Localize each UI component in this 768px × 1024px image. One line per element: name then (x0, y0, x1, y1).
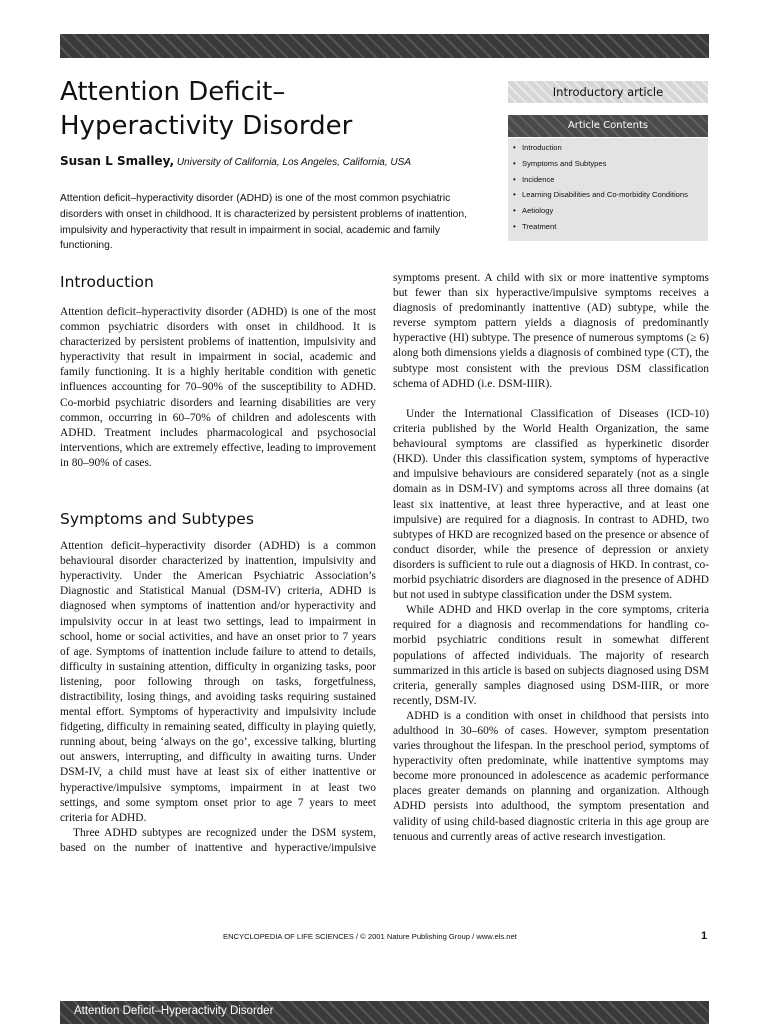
heading-symptoms-subtypes: Symptoms and Subtypes (60, 510, 254, 529)
contents-item-introduction[interactable]: • Introduction (508, 140, 708, 156)
symptoms-paragraph-3: Under the International Classification of Diseases (ICD-10) criteria published by the World Health Organization, the same behavioural symptoms are classified as hyperkinetic disorder (HKD). Under this classification system, symptoms of hyperactive and impulsive behaviours are considered separately (not as a single domain as in DSM-IV) and symptoms across all three domains (at least six inattentive, at least three hyperactive, and at least one impulsive) are required for a diagnosis. In contrast to ADHD, two subtypes of HKD are recognized based on the presence or absence of conduct disorder, while the presence of depression or anxiety disorders is sufficient to rule out a diagnosis of HKD. In contrast, co-morbid psychiatric disorders are diagnosed in the presence of ADHD but not used in subtype classification under the DSM system. (393, 408, 709, 602)
heading-introduction: Introduction (60, 273, 154, 291)
symptoms-paragraph-5: ADHD is a condition with onset in childhood that persists into adulthood in 30–60% of cases. However, symptom presentation varies throughout the lifespan. In the preschool period, symptoms of hyperactivity often predominate, while inattentive symptoms may become more pronounced in adolescence as academic performance places greater demands on planning and organization. Although ADHD persists into adulthood, the symptom presentation and validity of using child-based diagnostic criteria in this age group are tenuous and currently areas of active research investigation. (393, 709, 709, 843)
article-contents-list (508, 138, 708, 241)
footer-publisher: ENCYCLOPEDIA OF LIFE SCIENCES / © 2001 Nature Publishing Group / www.els.net (223, 932, 517, 941)
symptoms-paragraph-4: While ADHD and HKD overlap in the core symptoms, criteria required for a diagnosis and recommendations for handling co-morbid psychiatric conditions result in somewhat different populations of affected individuals. The majority of research summarized in this article is based on subjects diagnosed using DSM criteria, generally samples diagnosed using DSM-IIIR, or more recently, DSM-IV. (393, 604, 709, 707)
author-line (60, 154, 411, 168)
right-column (393, 271, 709, 845)
title-line-1: Attention Deficit– (60, 77, 286, 107)
top-banner (60, 34, 709, 58)
contents-item-aetiology[interactable]: • Aetiology (508, 203, 708, 219)
author-affiliation: University of California, Los Angeles, California, USA (176, 157, 411, 168)
next-page-header-banner (60, 1001, 709, 1024)
contents-item-incidence[interactable]: • Incidence (508, 172, 708, 188)
symptoms-paragraph-2-start: Three ADHD subtypes are recognized under the DSM system, based on the number of inattentive and hyperactive/impulsive (60, 826, 376, 854)
article-contents-header: Article Contents (508, 115, 708, 137)
contents-item-symptoms[interactable]: • Symptoms and Subtypes (508, 156, 708, 172)
symptoms-paragraph-2-continued: symptoms present. A child with six or more inattentive symptoms but fewer than six hyperactive/impulsive symptoms receives a diagnosis of predominantly inattentive (AD) subtype, while the reverse symptom pattern yields a diagnosis of predominantly hyperactive (HI) subtype. The presence of numerous symptoms (≥ 6) along both dimensions yields a diagnosis of combined type (CT), the subtype most consistent with the previous DSM classification schema of ADHD (i.e. DSM-IIIR). (393, 272, 709, 390)
introduction-paragraph: Attention deficit–hyperactivity disorder (ADHD) is one of the most common psychiatric disorders with onset in childhood. It is characterized by persistent problems of inattention, impulsivity and hyperactivity that result in impairment in social, academic and family functioning. It is a highly heritable condition with genetic influences accounting for 70–90% of the susceptibility to ADHD. Co-morbid psychiatric disorders and learning disabilities are very common, occurring in 60–70% of children and adolescents with ADHD. Treatment includes pharmacological and psychosocial interventions, which are extremely effective, leading to improvement in 80–90% of cases. (60, 306, 376, 469)
author-name: Susan L Smalley, (60, 154, 175, 168)
article-title (60, 75, 352, 143)
title-line-2: Hyperactivity Disorder (60, 111, 353, 141)
page-number: 1 (701, 930, 708, 942)
running-head: Attention Deficit–Hyperactivity Disorder (74, 1005, 274, 1017)
left-column (60, 270, 376, 856)
contents-item-treatment[interactable]: • Treatment (508, 219, 708, 235)
symptoms-paragraph-1: Attention deficit–hyperactivity disorder (ADHD) is a common behavioural disorder characterized by inattention, impulsivity and hyperactivity. Under the American Psychiatric Association’s Diagnostic and Statistical Manual (DSM-IV) criteria, ADHD is diagnosed when symptoms of inattention and/or hyperactivity and impulsivity occur in at least two settings, lead to impairment in school, home or social activities, and have an onset prior to 7 years of age. Symptoms of inattention include failure to attend to details, difficulty in sustaining attention, difficulty in organizing tasks, poor listening, poor following through on tasks, forgetfulness, distractibility, losing things, and avoiding tasks requiring sustained mental effort. Symptoms of hyperactivity and impulsivity include fidgeting, difficulty in remaining seated, difficulty in playing quietly, running about, being ‘always on the go’, excessive talking, blurting out answers, interrupting, and difficulty in awaiting turns. Under DSM-IV, a child must have at least six of either inattentive or hyperactive/impulsive symptoms, impairment in at least two settings, and some symptom onset prior to age 7 years to meet criteria for ADHD. (60, 540, 376, 824)
article-type-label: Introductory article (508, 81, 708, 103)
contents-item-learning-disabilities[interactable]: • Learning Disabilities and Co-morbidity Conditions (508, 187, 708, 203)
abstract: Attention deficit–hyperactivity disorder (ADHD) is one of the most common psychiatric disorders with onset in childhood. It is characterized by persistent problems of inattention, impulsivity and hyperactivity that result in impairment in social, academic and family functioning. (60, 193, 467, 252)
